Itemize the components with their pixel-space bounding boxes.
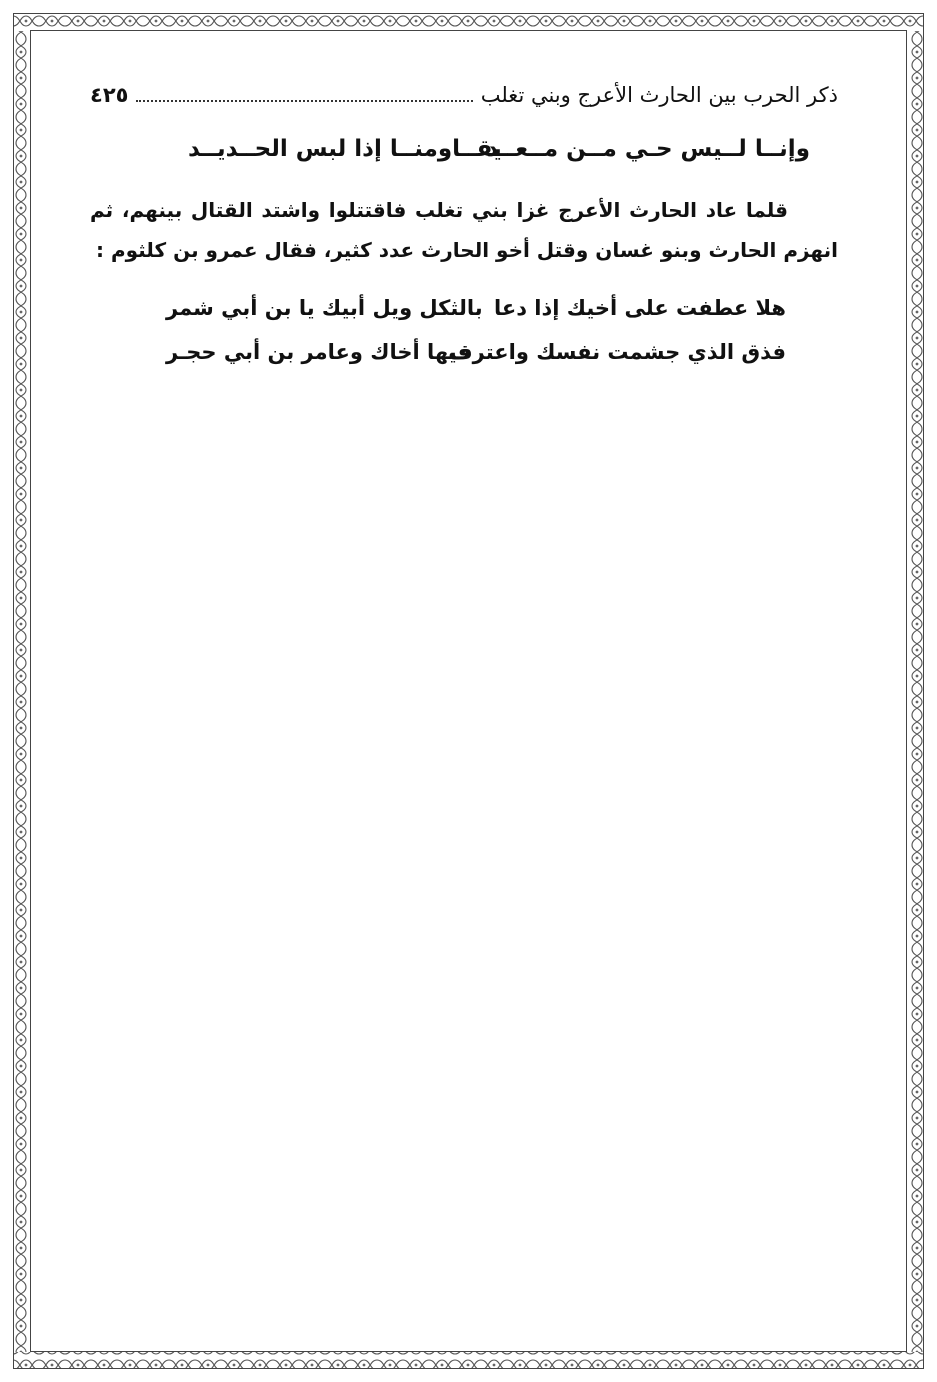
running-header xyxy=(90,78,838,112)
page-number: ٤٢٥ xyxy=(90,83,129,107)
poem-first-hemistich: فذق الذي جشمت نفسك واعترف xyxy=(448,340,786,364)
poem-line xyxy=(90,296,838,330)
header-leader-dots xyxy=(136,100,472,102)
narrative-paragraph: قلما عاد الحارث الأعرج غزا بني تغلب فاقتتلوا واشتد القتال بينهم، ثم انهزم الحارث وبنو غسان وقتل أخو الحارث عدد كثير، فقال عمرو بن كلثوم : xyxy=(90,198,838,262)
poem-first-hemistich: هلا عطفت على أخيك إذا دعا xyxy=(493,296,786,320)
verse-second-hemistich: يقــاومنــا إذا لبس الحــديــد xyxy=(188,136,502,162)
opening-verse xyxy=(90,136,838,172)
poem-second-hemistich: بالثكل ويل أبيك يا بن أبي شمر xyxy=(166,296,483,320)
header-title: ذكر الحرب بين الحارث الأعرج وبني تغلب xyxy=(480,83,838,107)
poem-line xyxy=(90,340,838,374)
poem-second-hemistich: فيها أخاك وعامر بن أبي حجـر xyxy=(166,340,472,364)
verse-first-hemistich: وإنــا لــيس حـي مــن مــعــد xyxy=(486,136,810,162)
